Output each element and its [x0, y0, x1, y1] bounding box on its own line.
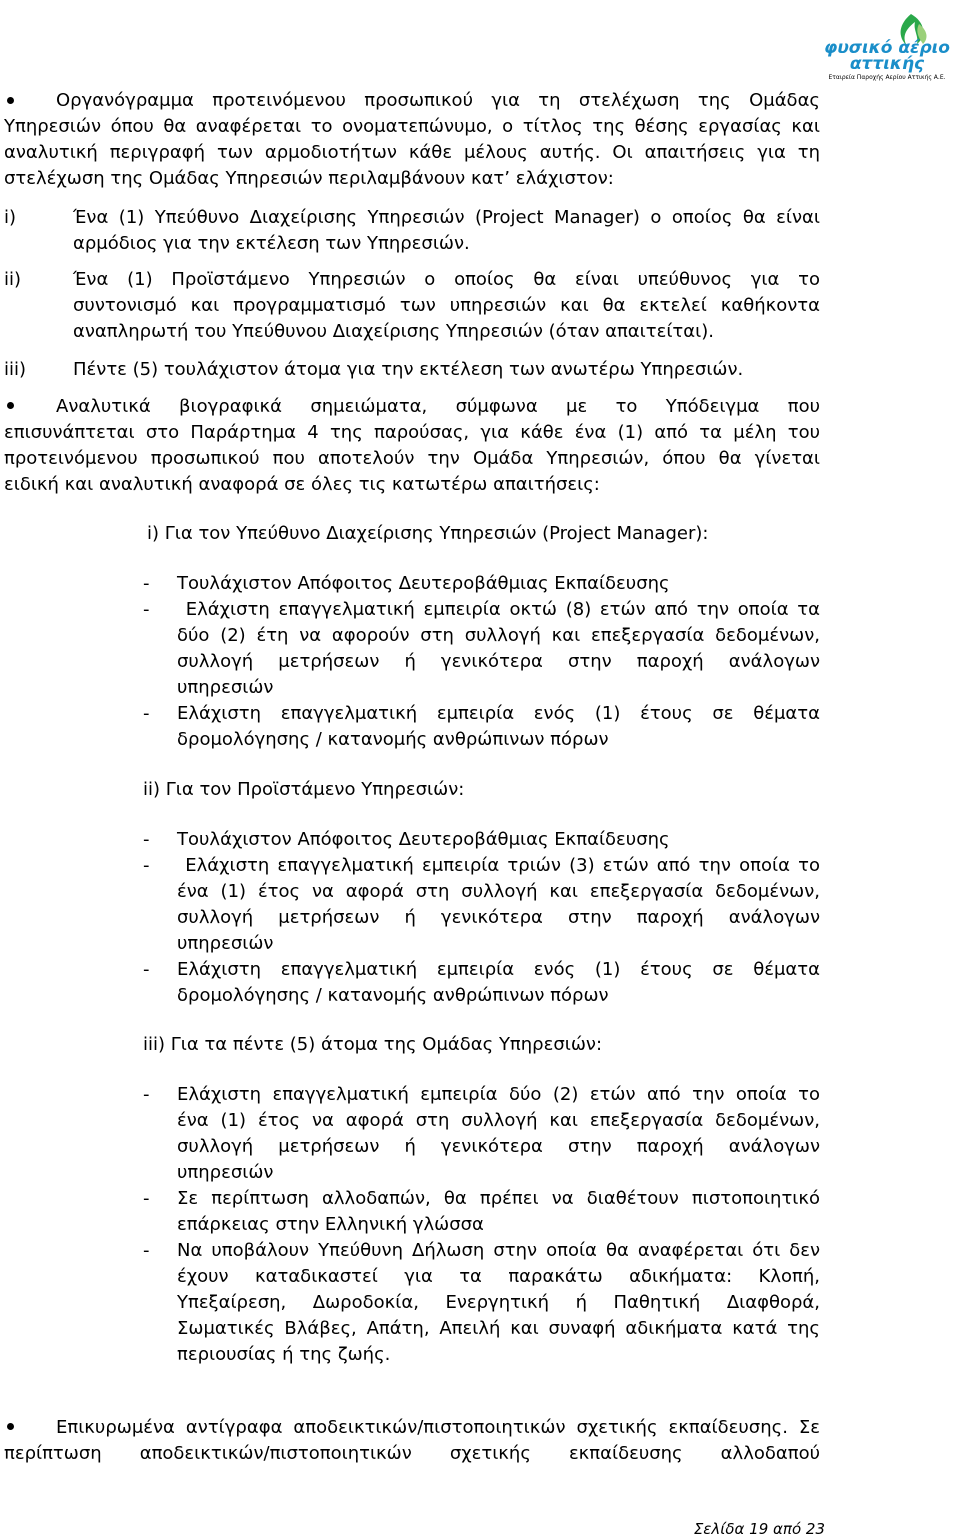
- roman-line: αναπληρωτή του Υπεύθυνου Διαχείρισης Υπηρεσιών (όταν απαιτείται).: [73, 321, 714, 342]
- roman-number: ii): [4, 269, 22, 290]
- company-logo: [815, 10, 955, 85]
- requirement-line: δρομολόγησης / κατανομής ανθρώπινων πόρων: [177, 729, 609, 750]
- requirement-line: έχουν καταδικαστεί για τα παρακάτω αδικήματα: Κλοπή,: [177, 1266, 820, 1287]
- roman-number: iii): [4, 359, 27, 380]
- paragraph-line: ειδική και αναλυτική αναφορά σε όλες τις κατωτέρω απαιτήσεις:: [4, 474, 600, 495]
- dash-icon: -: [143, 599, 150, 620]
- requirement-line: συλλογή μετρήσεων ή γενικότερα στην παροχή ανάλογων: [177, 1136, 820, 1157]
- requirement-line: Ελάχιστη επαγγελματική εμπειρία ενός (1) έτους σε θέματα: [177, 959, 820, 980]
- dash-icon: -: [143, 855, 150, 876]
- requirement-line: δρομολόγησης / κατανομής ανθρώπινων πόρων: [177, 985, 609, 1006]
- requirement-line: Ελάχιστη επαγγελματική εμπειρία τριών (3) ετών από την οποία το: [177, 855, 820, 876]
- requirement-line: Τουλάχιστον Απόφοιτος Δευτεροβάθμιας Εκπαίδευσης: [177, 829, 670, 850]
- requirement-line: Σε περίπτωση αλλοδαπών, θα πρέπει να διαθέτουν πιστοποιητικό: [177, 1188, 820, 1209]
- section-heading: iii) Για τα πέντε (5) άτομα της Ομάδας Υπηρεσιών:: [143, 1034, 603, 1055]
- roman-line: αρμόδιος για την εκτέλεση των Υπηρεσιών.: [73, 233, 470, 254]
- paragraph-line: επισυνάπτεται στο Παράρτημα 4 της παρούσας, για κάθε ένα (1) από τα μέλη του: [4, 422, 820, 443]
- requirement-line: επάρκειας στην Ελληνική γλώσσα: [177, 1214, 484, 1235]
- requirement-line: περιουσίας ή της ζωής.: [177, 1344, 391, 1365]
- page-number: Σελίδα 19 από 23: [693, 1520, 825, 1538]
- requirement-line: υπηρεσιών: [177, 933, 274, 954]
- requirement-line: Ελάχιστη επαγγελματική εμπειρία οκτώ (8) ετών από την οποία τα: [177, 599, 820, 620]
- paragraph-line: προτεινόμενου προσωπικού που αποτελούν την Ομάδα Υπηρεσιών, όπου θα γίνεται: [4, 448, 820, 469]
- dash-icon: -: [143, 1240, 150, 1261]
- paragraph-line: Υπηρεσιών όπου θα αναφέρεται το ονοματεπώνυμο, ο τίτλος της θέσης εργασίας και: [4, 116, 820, 137]
- bullet-icon: [7, 402, 14, 409]
- requirement-line: Σωματικές Βλάβες, Απάτη, Απειλή και συναφή αδικήματα κατά της: [177, 1318, 820, 1339]
- requirement-line: υπηρεσιών: [177, 1162, 274, 1183]
- roman-line: Ένα (1) Προϊστάμενο Υπηρεσιών ο οποίος θα είναι υπεύθυνος για το: [73, 269, 820, 290]
- requirement-line: Να υποβάλουν Υπεύθυνη Δήλωση στην οποία θα αναφέρεται ότι δεν: [177, 1240, 820, 1261]
- requirement-line: υπηρεσιών: [177, 677, 274, 698]
- paragraph-line: Επικυρωμένα αντίγραφα αποδεικτικών/πιστοποιητικών σχετικής εκπαίδευσης. Σε: [56, 1417, 820, 1438]
- bullet-icon: [7, 1423, 14, 1430]
- requirement-line: Υπεξαίρεση, Δωροδοκία, Ενεργητική ή Παθητική Διαφθορά,: [177, 1292, 820, 1313]
- roman-line: συντονισμό και προγραμματισμό των υπηρεσιών και θα εκτελεί καθήκοντα: [73, 295, 820, 316]
- dash-icon: -: [143, 1188, 150, 1209]
- paragraph-line: αναλυτική περιγραφή των αρμοδιοτήτων κάθε μέλους αυτής. Οι απαιτήσεις για τη: [4, 142, 820, 163]
- roman-number: i): [4, 207, 17, 228]
- requirement-line: ένα (1) έτος να αφορά στη συλλογή και επεξεργασία δεδομένων,: [177, 1110, 820, 1131]
- roman-line: Ένα (1) Υπεύθυνο Διαχείρισης Υπηρεσιών (Project Manager) ο οποίος θα είναι: [73, 207, 820, 228]
- dash-icon: -: [143, 703, 150, 724]
- paragraph-line: Αναλυτικά βιογραφικά σημειώματα, σύμφωνα με το Υπόδειγμα που: [56, 396, 820, 417]
- requirement-line: ένα (1) έτος να αφορά στη συλλογή και επεξεργασία δεδομένων,: [177, 881, 820, 902]
- requirement-line: συλλογή μετρήσεων ή γενικότερα στην παροχή ανάλογων: [177, 651, 820, 672]
- paragraph-line: στελέχωση της Ομάδας Υπηρεσιών περιλαμβάνουν κατ’ ελάχιστον:: [4, 168, 614, 189]
- logo-subtitle: Εταιρεία Παροχής Αερίου Αττικής Α.Ε.: [828, 74, 946, 81]
- requirement-line: Τουλάχιστον Απόφοιτος Δευτεροβάθμιας Εκπαίδευσης: [177, 573, 670, 594]
- requirement-line: δύο (2) έτη να αφορούν στη συλλογή και επεξεργασία δεδομένων,: [177, 625, 820, 646]
- requirement-line: Ελάχιστη επαγγελματική εμπειρία δύο (2) ετών από την οποία το: [177, 1084, 820, 1105]
- dash-icon: -: [143, 829, 150, 850]
- logo-brand-text: φυσικό αέριο αττικής: [824, 38, 950, 74]
- paragraph-line: περίπτωση αποδεικτικών/πιστοποιητικών σχετικής εκπαίδευσης αλλοδαπού: [4, 1443, 820, 1464]
- requirement-line: Ελάχιστη επαγγελματική εμπειρία ενός (1) έτους σε θέματα: [177, 703, 820, 724]
- roman-line: Πέντε (5) τουλάχιστον άτομα για την εκτέλεση των ανωτέρω Υπηρεσιών.: [73, 359, 744, 380]
- requirement-line: συλλογή μετρήσεων ή γενικότερα στην παροχή ανάλογων: [177, 907, 820, 928]
- bullet-icon: [7, 97, 14, 104]
- dash-icon: -: [143, 959, 150, 980]
- dash-icon: -: [143, 1084, 150, 1105]
- dash-icon: -: [143, 573, 150, 594]
- paragraph-line: Οργανόγραμμα προτεινόμενου προσωπικού για τη στελέχωση της Ομάδας: [56, 90, 820, 111]
- section-heading: ii) Για τον Προϊστάμενο Υπηρεσιών:: [143, 779, 465, 800]
- section-heading: i) Για τον Υπεύθυνο Διαχείρισης Υπηρεσιών (Project Manager):: [147, 523, 709, 544]
